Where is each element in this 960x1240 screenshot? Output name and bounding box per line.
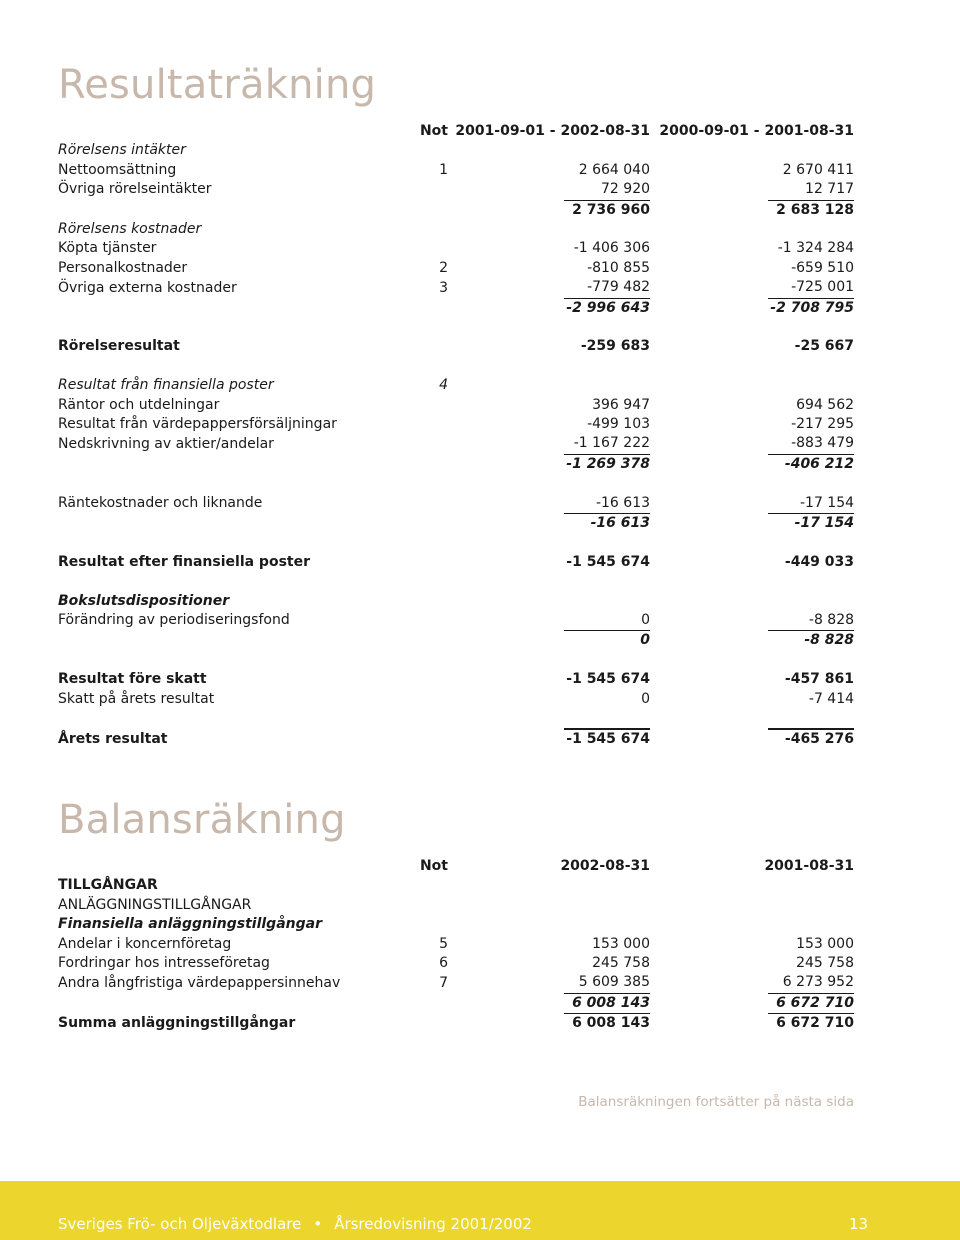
- gap: [448, 298, 564, 318]
- row-note: [418, 611, 448, 631]
- table-row: [58, 631, 854, 651]
- row-value-period2: -457 861: [784, 671, 855, 688]
- footer-bullet: •: [313, 1215, 323, 1233]
- row-note: [418, 876, 448, 895]
- row-value-period1: -1 545 674: [564, 729, 650, 749]
- gap: [650, 1014, 768, 1034]
- gap: [650, 141, 768, 160]
- row-value-period2: [768, 592, 854, 611]
- gap: [448, 161, 564, 180]
- table-row: [58, 729, 854, 749]
- row-value-period2: 245 758: [796, 955, 854, 972]
- row-value-period2: -406 212: [784, 455, 855, 472]
- row-value-period2: 153 000: [796, 935, 854, 952]
- gap: [650, 454, 768, 474]
- row-label: Övriga rörelseintäkter: [58, 181, 212, 198]
- gap: [650, 954, 768, 973]
- row-label: Räntekostnader och liknande: [58, 494, 263, 511]
- row-note: [418, 239, 448, 258]
- row-value-period1: -16 613: [590, 515, 651, 532]
- row-value-period1: -810 855: [587, 259, 651, 276]
- row-value-period2: -217 295: [791, 416, 855, 433]
- row-note: 3: [439, 279, 448, 296]
- gap: [650, 376, 768, 395]
- gap: [650, 434, 768, 454]
- gap: [650, 611, 768, 631]
- gap: [448, 973, 564, 993]
- balance-sheet-header-row: [58, 857, 854, 876]
- gap: [448, 592, 564, 611]
- period1-column-header: 2002-08-31: [560, 858, 650, 874]
- row-note: [418, 670, 448, 689]
- row-value-period1: [564, 896, 650, 915]
- table-row: [58, 278, 854, 298]
- income-statement-title: Resultaträkning: [58, 62, 377, 108]
- row-note: [418, 396, 448, 415]
- row-note: [418, 631, 448, 651]
- gap: [448, 415, 564, 434]
- table-row: [58, 415, 854, 434]
- row-value-period1: [564, 915, 650, 934]
- row-note: [418, 141, 448, 160]
- footer-text: [58, 1215, 532, 1233]
- gap: [650, 973, 768, 993]
- row-value-period1: 0: [564, 611, 650, 631]
- gap: [448, 631, 564, 651]
- row-note: 6: [439, 955, 448, 972]
- row-note: [418, 993, 448, 1013]
- gap: [650, 514, 768, 534]
- row-note: [418, 200, 448, 220]
- gap: [448, 239, 564, 258]
- gap: [650, 180, 768, 200]
- gap: [650, 161, 768, 180]
- row-label: Årets resultat: [58, 730, 168, 747]
- gap: [448, 141, 564, 160]
- row-value-period1: -16 613: [564, 494, 650, 514]
- balance-sheet-table: [58, 857, 854, 1034]
- row-value-period2: 12 717: [768, 180, 854, 200]
- table-row: [58, 454, 854, 474]
- row-value-period2: -25 667: [794, 338, 855, 355]
- gap: [448, 220, 564, 239]
- row-note: [418, 180, 448, 200]
- page-number: 13: [849, 1215, 869, 1233]
- gap: [650, 915, 768, 934]
- gap: [448, 180, 564, 200]
- note-column-header: Not: [419, 858, 448, 874]
- row-value-period1: -499 103: [587, 416, 651, 433]
- row-value-period1: 0: [640, 632, 651, 649]
- row-value-period2: 694 562: [796, 396, 855, 413]
- gap: [448, 278, 564, 298]
- row-value-period1: -1 545 674: [566, 553, 651, 570]
- row-value-period1: 2 664 040: [578, 161, 651, 178]
- table-row: [58, 690, 854, 709]
- gap: [650, 896, 768, 915]
- table-row: [58, 337, 854, 356]
- footer-report: Årsredovisning 2001/2002: [334, 1215, 532, 1233]
- row-value-period1: 6 008 143: [564, 993, 650, 1013]
- table-row: [58, 670, 854, 689]
- continued-note: Balansräkningen fortsätter på nästa sida: [578, 1094, 854, 1110]
- income-statement-header-row: [58, 122, 854, 141]
- gap: [448, 514, 564, 534]
- row-label: Skatt på årets resultat: [58, 690, 215, 707]
- gap: [448, 993, 564, 1013]
- row-value-period2: 2 683 128: [776, 201, 855, 218]
- gap: [448, 553, 564, 572]
- row-note: [418, 220, 448, 239]
- table-row: [58, 553, 854, 572]
- row-note: [418, 690, 448, 709]
- row-value-period2: [768, 220, 854, 239]
- table-row: [58, 298, 854, 318]
- row-label: Rörelseresultat: [58, 338, 180, 355]
- gap: [448, 670, 564, 689]
- row-label: Resultat före skatt: [58, 671, 207, 688]
- gap: [650, 298, 768, 318]
- row-value-period1: -779 482: [564, 278, 650, 298]
- gap: [448, 494, 564, 514]
- row-value-period2: 6 672 710: [768, 993, 854, 1013]
- table-row: [58, 954, 854, 973]
- table-row: [58, 876, 854, 895]
- gap: [448, 954, 564, 973]
- row-value-period2: [768, 876, 854, 895]
- row-label: Förändring av periodiseringsfond: [58, 612, 290, 629]
- gap: [650, 259, 768, 278]
- gap: [448, 935, 564, 954]
- spacer-row: [58, 357, 854, 376]
- row-label: [58, 631, 418, 651]
- row-label: Summa anläggningstillgångar: [58, 1015, 296, 1031]
- row-label: Räntor och utdelningar: [58, 396, 220, 413]
- gap: [650, 993, 768, 1013]
- row-label: Resultat från finansiella poster: [58, 377, 274, 394]
- row-value-period1: 245 758: [592, 955, 650, 972]
- spacer-row: [58, 318, 854, 337]
- gap: [448, 454, 564, 474]
- gap: [448, 690, 564, 709]
- row-label: Andra långfristiga värdepappersinnehav: [58, 974, 341, 991]
- gap: [448, 200, 564, 220]
- row-value-period2: [768, 141, 854, 160]
- row-note: [418, 494, 448, 514]
- table-row: [58, 494, 854, 514]
- gap: [650, 278, 768, 298]
- row-value-period1: [564, 141, 650, 160]
- gap: [448, 896, 564, 915]
- row-value-period1: 2 736 960: [572, 201, 651, 218]
- gap: [650, 670, 768, 689]
- table-row: [58, 376, 854, 395]
- row-label: [58, 298, 418, 318]
- table-row: [58, 161, 854, 180]
- table-row: [58, 915, 854, 934]
- row-value-period2: [768, 376, 854, 395]
- gap: [448, 396, 564, 415]
- row-value-period2: -17 154: [794, 515, 855, 532]
- row-label: Rörelsens intäkter: [58, 142, 186, 159]
- row-value-period1: -259 683: [580, 338, 651, 355]
- gap: [650, 729, 768, 749]
- gap: [448, 876, 564, 895]
- row-value-period2: -2 708 795: [770, 299, 855, 316]
- row-value-period2: -1 324 284: [777, 240, 855, 257]
- table-row: [58, 514, 854, 534]
- spacer-row: [58, 709, 854, 729]
- table-row: [58, 220, 854, 239]
- row-value-period2: -659 510: [791, 259, 855, 276]
- row-value-period1: 153 000: [592, 935, 650, 952]
- row-value-period2: -7 414: [808, 690, 855, 707]
- gap: [650, 553, 768, 572]
- table-row: [58, 396, 854, 415]
- row-value-period2: 6 273 952: [768, 973, 854, 993]
- spacer-row: [58, 572, 854, 591]
- row-value-period1: [564, 592, 650, 611]
- row-label: [58, 200, 418, 220]
- table-row: [58, 935, 854, 954]
- gap: [650, 239, 768, 258]
- row-label: [58, 514, 418, 534]
- row-label: Övriga externa kostnader: [58, 279, 237, 296]
- table-row: [58, 200, 854, 220]
- row-label: Nedskrivning av aktier/andelar: [58, 435, 274, 452]
- row-note: [418, 434, 448, 454]
- row-value-period1: 6 008 143: [572, 1015, 650, 1032]
- table-row: [58, 993, 854, 1013]
- row-note: [418, 896, 448, 915]
- table-row: [58, 239, 854, 258]
- row-value-period2: 2 670 411: [782, 161, 855, 178]
- row-value-period2: [768, 896, 854, 915]
- row-label: Resultat efter finansiella poster: [58, 553, 310, 570]
- row-value-period1: -1 545 674: [566, 671, 651, 688]
- gap: [650, 200, 768, 220]
- period2-column-header: 2001-08-31: [764, 858, 854, 874]
- spacer-row: [58, 474, 854, 493]
- row-label: Finansiella anläggningstillgångar: [58, 916, 322, 933]
- spacer-row: [58, 651, 854, 670]
- row-note: [418, 729, 448, 749]
- row-label: Rörelsens kostnader: [58, 221, 202, 238]
- row-label: Nettoomsättning: [58, 161, 177, 178]
- table-row: [58, 259, 854, 278]
- row-label: Köpta tjänster: [58, 240, 157, 257]
- gap: [650, 592, 768, 611]
- gap: [448, 729, 564, 749]
- row-note: [418, 337, 448, 356]
- row-note: [418, 553, 448, 572]
- gap: [448, 1014, 564, 1034]
- gap: [448, 434, 564, 454]
- row-label: Andelar i koncernföretag: [58, 935, 232, 952]
- row-label: Resultat från värdepappersförsäljningar: [58, 416, 337, 433]
- row-value-period1: -1 269 378: [566, 455, 651, 472]
- row-note: [418, 1014, 448, 1034]
- row-value-period2: [768, 915, 854, 934]
- table-row: [58, 592, 854, 611]
- row-value-period1: [564, 876, 650, 895]
- row-value-period1: [564, 376, 650, 395]
- table-row: [58, 1014, 854, 1034]
- table-row: [58, 180, 854, 200]
- table-row: [58, 434, 854, 454]
- row-label: TILLGÅNGAR: [58, 877, 158, 894]
- row-note: 1: [439, 161, 448, 178]
- row-note: [418, 592, 448, 611]
- row-value-period1: 72 920: [564, 180, 650, 200]
- row-value-period2: -8 828: [804, 632, 855, 649]
- footer-company: Sveriges Frö- och Oljeväxtodlare: [58, 1215, 302, 1233]
- note-column-header: Not: [419, 123, 448, 139]
- gap: [448, 259, 564, 278]
- gap: [650, 876, 768, 895]
- row-label: Bokslutsdispositioner: [58, 592, 230, 609]
- row-value-period2: 6 672 710: [776, 1015, 854, 1032]
- gap: [448, 611, 564, 631]
- row-label: Personalkostnader: [58, 259, 188, 276]
- table-row: [58, 973, 854, 993]
- row-note: [418, 415, 448, 434]
- row-note: 2: [439, 259, 448, 276]
- balance-sheet-title: Balansräkning: [58, 797, 346, 843]
- row-value-period2: -465 276: [768, 729, 854, 749]
- row-value-period1: 0: [641, 690, 651, 707]
- gap: [650, 220, 768, 239]
- row-value-period1: -1 167 222: [564, 434, 650, 454]
- row-note: 7: [439, 974, 448, 991]
- gap: [650, 631, 768, 651]
- row-value-period2: -449 033: [784, 553, 855, 570]
- row-value-period2: -17 154: [768, 494, 854, 514]
- row-label: Fordringar hos intresseföretag: [58, 955, 270, 972]
- gap: [448, 915, 564, 934]
- row-value-period1: 396 947: [592, 396, 651, 413]
- table-row: [58, 611, 854, 631]
- row-value-period1: -2 996 643: [566, 299, 651, 316]
- row-value-period2: -883 479: [768, 434, 854, 454]
- gap: [650, 494, 768, 514]
- table-row: [58, 896, 854, 915]
- gap: [650, 935, 768, 954]
- gap: [448, 376, 564, 395]
- row-note: [418, 915, 448, 934]
- row-label: ANLÄGGNINGSTILLGÅNGAR: [58, 896, 252, 913]
- gap: [448, 337, 564, 356]
- income-statement-table: [58, 122, 854, 750]
- row-value-period1: 5 609 385: [564, 973, 650, 993]
- row-note: [418, 514, 448, 534]
- gap: [650, 396, 768, 415]
- spacer-row: [58, 533, 854, 552]
- period1-column-header: 2001-09-01 - 2002-08-31: [455, 123, 651, 139]
- row-value-period1: -1 406 306: [573, 240, 651, 257]
- period2-column-header: 2000-09-01 - 2001-08-31: [659, 123, 855, 139]
- row-label: [58, 993, 418, 1013]
- row-note: 4: [439, 377, 448, 394]
- row-note: 5: [439, 935, 448, 952]
- gap: [650, 690, 768, 709]
- row-note: [418, 298, 448, 318]
- row-value-period2: -8 828: [768, 611, 854, 631]
- gap: [650, 337, 768, 356]
- gap: [650, 415, 768, 434]
- table-row: [58, 141, 854, 160]
- row-note: [418, 454, 448, 474]
- row-label: [58, 454, 418, 474]
- row-value-period2: -725 001: [768, 278, 854, 298]
- row-value-period1: [564, 220, 650, 239]
